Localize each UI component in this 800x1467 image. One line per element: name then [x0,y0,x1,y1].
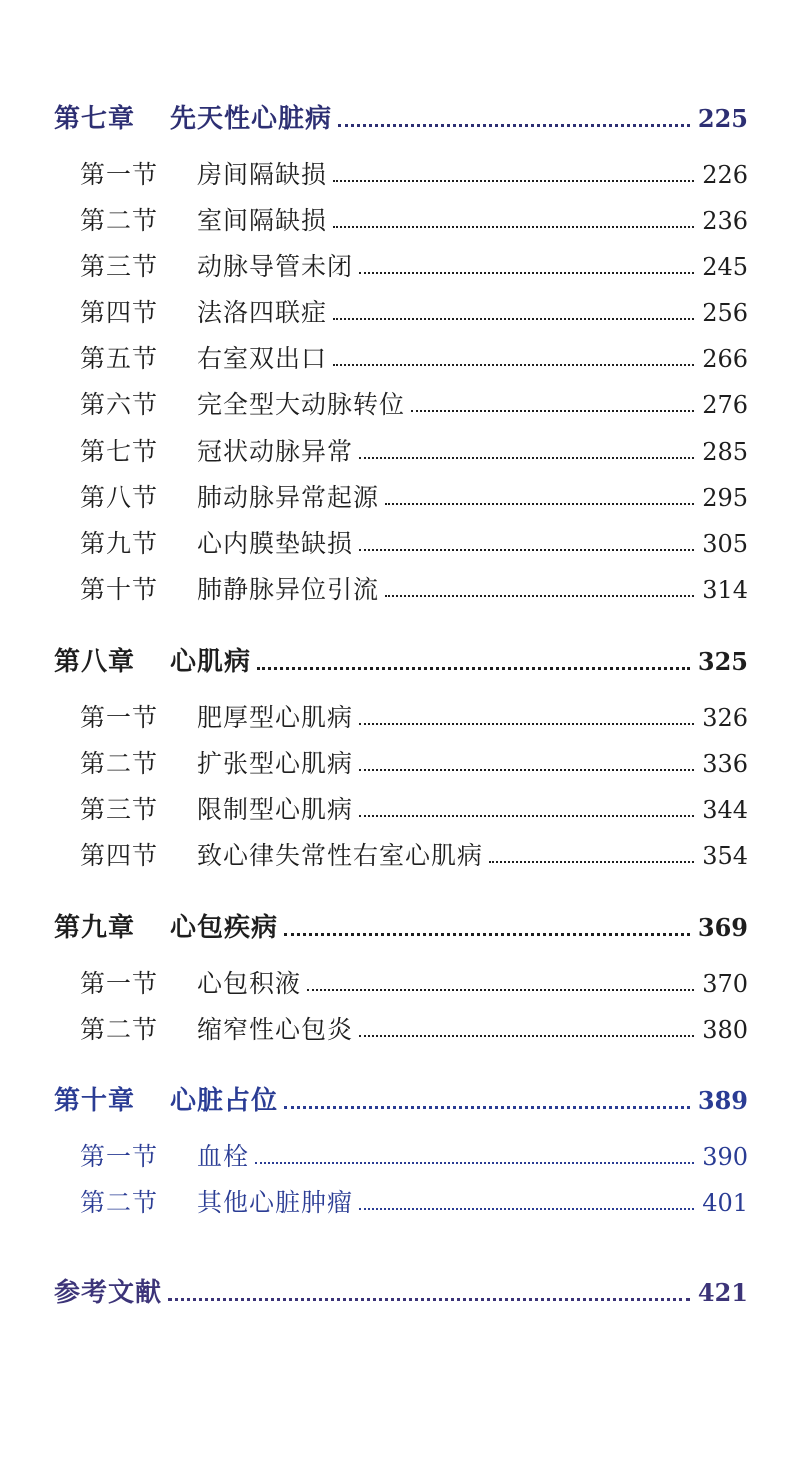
section-number: 第六节 [80,390,159,419]
dot-leader [257,667,690,670]
dot-leader [359,769,694,771]
page-number: 369 [697,913,748,942]
section-title: 致心律失常性右室心肌病 [197,841,484,870]
section-title: 缩窄性心包炎 [197,1015,354,1044]
dot-leader [359,815,694,817]
page-number: 380 [702,1016,748,1044]
section-number: 第九节 [80,529,159,558]
page-number: 225 [697,104,748,133]
section-title: 肥厚型心肌病 [197,703,354,732]
toc-chapter-row[interactable] [0,1081,800,1121]
section-number: 第二节 [80,1188,159,1217]
page-number: 344 [702,796,748,824]
dot-leader [333,226,694,228]
dot-leader [168,1298,690,1301]
toc-section-row[interactable] [0,432,800,472]
section-title: 完全型大动脉转位 [197,390,406,419]
page-number: 421 [697,1278,748,1307]
toc-section-row[interactable] [0,744,800,784]
toc-section-row[interactable] [0,836,800,876]
page-number: 326 [702,704,748,732]
toc-section-row[interactable] [0,1137,800,1177]
chapter-title: 先天性心脏病 [170,104,333,134]
toc-section-row[interactable] [0,247,800,287]
page-number: 256 [702,299,748,327]
chapter-title: 心脏占位 [170,1086,279,1116]
page-number: 314 [702,576,748,604]
chapter-number: 第七章 [54,104,136,134]
page-number: 305 [702,530,748,558]
toc-chapter-row[interactable] [0,908,800,948]
page-number: 370 [702,970,748,998]
section-number: 第二节 [80,206,159,235]
dot-leader [338,124,690,127]
section-number: 第十节 [80,575,159,604]
section-number: 第一节 [80,703,159,732]
dot-leader [333,318,694,320]
toc-section-row[interactable] [0,790,800,830]
dot-leader [359,1035,694,1037]
toc-section-row[interactable] [0,155,800,195]
page-number: 266 [702,345,748,373]
page-number: 389 [697,1086,748,1115]
section-number: 第三节 [80,795,159,824]
section-number: 第三节 [80,252,159,281]
toc-chapter-row[interactable] [0,99,800,139]
page-number: 336 [702,750,748,778]
toc-chapter-row[interactable] [0,1273,800,1313]
chapter-title: 心肌病 [170,647,252,677]
section-title: 动脉导管未闭 [197,252,354,281]
chapter-number: 参考文献 [54,1278,163,1308]
page-number: 245 [702,253,748,281]
chapter-number: 第十章 [54,1086,136,1116]
section-number: 第一节 [80,969,159,998]
section-title: 法洛四联症 [197,298,328,327]
dot-leader [359,723,694,725]
section-title: 肺动脉异常起源 [197,483,380,512]
section-title: 右室双出口 [197,344,328,373]
section-title: 其他心脏肿瘤 [197,1188,354,1217]
page-number: 325 [697,647,748,676]
toc-section-row[interactable] [0,1010,800,1050]
section-number: 第四节 [80,841,159,870]
toc-chapter-row[interactable] [0,642,800,682]
chapter-title: 心包疾病 [170,913,279,943]
section-title: 心包积液 [197,969,302,998]
dot-leader [411,410,694,412]
section-title: 心内膜垫缺损 [197,529,354,558]
page-number: 236 [702,207,748,235]
dot-leader [385,595,694,597]
dot-leader [359,549,694,551]
section-title: 扩张型心肌病 [197,749,354,778]
toc-section-row[interactable] [0,524,800,564]
section-number: 第七节 [80,437,159,466]
dot-leader [359,1208,694,1210]
section-number: 第二节 [80,1015,159,1044]
page-number: 390 [702,1143,748,1171]
toc-section-row[interactable] [0,570,800,610]
dot-leader [284,933,690,936]
section-title: 冠状动脉异常 [197,437,354,466]
section-number: 第一节 [80,1142,159,1171]
toc-section-row[interactable] [0,293,800,333]
section-number: 第一节 [80,160,159,189]
dot-leader [359,457,694,459]
dot-leader [307,989,694,991]
dot-leader [333,364,694,366]
toc-section-row[interactable] [0,478,800,518]
toc-section-row[interactable] [0,385,800,425]
section-number: 第四节 [80,298,159,327]
toc-section-row[interactable] [0,201,800,241]
section-title: 肺静脉异位引流 [197,575,380,604]
section-number: 第二节 [80,749,159,778]
page-number: 285 [702,438,748,466]
dot-leader [359,272,694,274]
chapter-number: 第八章 [54,647,136,677]
section-title: 室间隔缺损 [197,206,328,235]
page-number: 295 [702,484,748,512]
section-number: 第八节 [80,483,159,512]
dot-leader [255,1162,694,1164]
dot-leader [385,503,694,505]
page-number: 354 [702,842,748,870]
section-title: 血栓 [197,1142,250,1171]
chapter-number: 第九章 [54,913,136,943]
toc-section-row[interactable] [0,339,800,379]
toc-section-row[interactable] [0,964,800,1004]
section-number: 第五节 [80,344,159,373]
page-number: 226 [702,161,748,189]
section-title: 限制型心肌病 [197,795,354,824]
toc-section-row[interactable] [0,1183,800,1223]
section-title: 房间隔缺损 [197,160,328,189]
dot-leader [489,861,694,863]
dot-leader [333,180,694,182]
page-number: 401 [702,1189,748,1217]
page-number: 276 [702,391,748,419]
toc-section-row[interactable] [0,698,800,738]
dot-leader [284,1106,690,1109]
